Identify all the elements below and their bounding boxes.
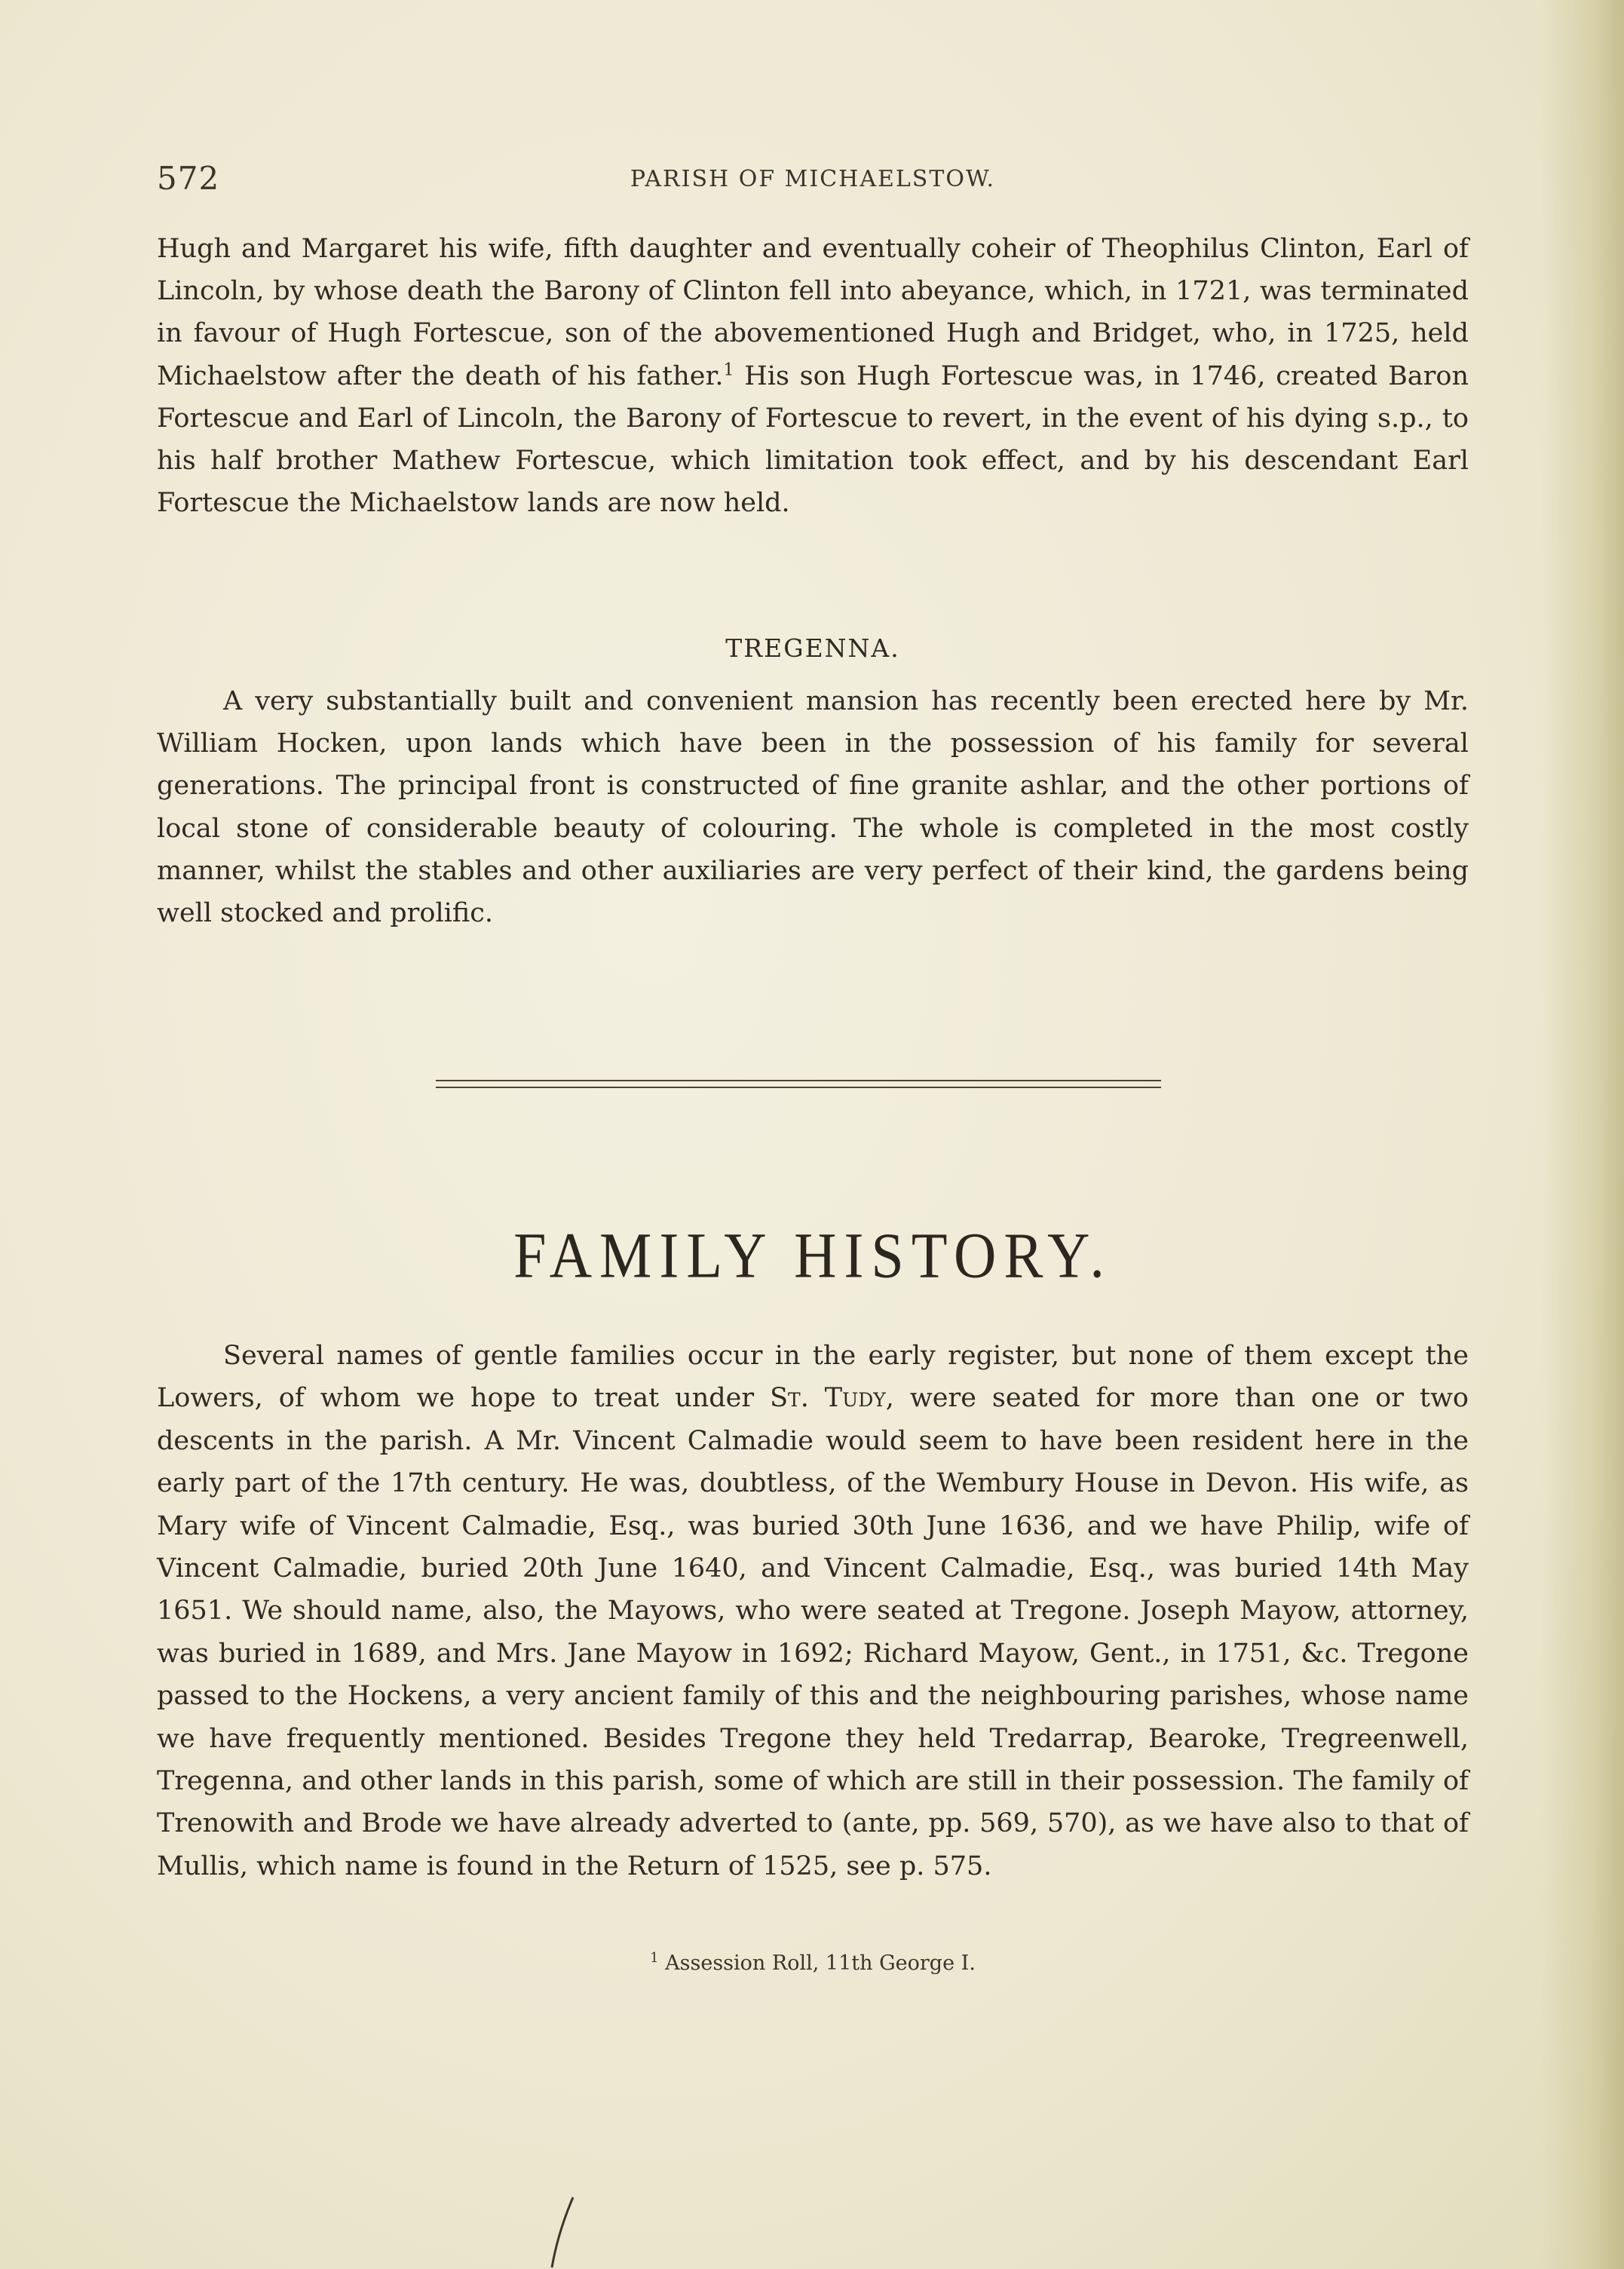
footnote (157, 1952, 1469, 1975)
paragraph-text-part-1: Hugh and Margaret his wife, fifth daughter and eventually coheir of Theophilus Clinton, Earl of Lincoln, by whose death the Barony of Clinton fell into abeyance, which, in 1721, was terminated in favour of Hugh Fortescue, son of the abovementioned Hugh and Bridget, who, in 1725, held Michaelstow after the death of his father. (157, 234, 1469, 391)
tregenna-heading: TREGENNA. (725, 633, 900, 663)
footnote-marker: 1 (650, 1950, 659, 1966)
pen-stroke-mark (549, 2196, 579, 2269)
st-tudy-reference: St. Tudy (770, 1383, 886, 1414)
family-history-paragraph (157, 1335, 1469, 1887)
footnote-text: Assession Roll, 11th George I. (665, 1952, 976, 1975)
page-header (157, 160, 1469, 198)
double-rule-divider (436, 1080, 1161, 1088)
paragraph-clinton-fortescue (157, 228, 1469, 524)
family-history-text-part-1: Several names of gentle families occur in the early register, but none of them except the Lowers, of whom we hope to treat under (157, 1341, 1469, 1414)
spine-shadow (1541, 0, 1624, 2269)
page-number: 572 (157, 160, 220, 197)
footnote-reference: 1 (723, 360, 734, 379)
running-title: PARISH OF MICHAELSTOW. (630, 166, 996, 192)
family-history-title: FAMILY HISTORY. (513, 1219, 1112, 1292)
paragraph-text-part-2: His son Hugh Fortescue was, in 1746, created Baron Fortescue and Earl of Lincoln, the Barony of Fortescue to revert, in the event of his dying s.p., to his half brother Mathew Fortescue, which limitation took effect, and by his descendant Earl Fortescue the Michaelstow lands are now held. (157, 360, 1469, 519)
tregenna-paragraph: A very substantially built and convenient mansion has recently been erected here by Mr. William Hocken, upon lands which have been in the possession of his family for several generations. The principal front is constructed of fine granite ashlar, and the other portions of local stone of considerable beauty of colouring. The whole is completed in the most costly manner, whilst the stables and other auxiliaries are very perfect of their kind, the gardens being well stocked and prolific. (157, 686, 1469, 929)
family-history-text-part-2: , were seated for more than one or two descents in the parish. A Mr. Vincent Calmadie would seem to have been resident here in the early part of the 17th century. He was, doubtless, of the Wembury House in Devon. His wife, as Mary wife of Vincent Calmadie, Esq., was buried 30th June 1636, and we have Philip, wife of Vincent Calmadie, buried 20th June 1640, and Vincent Calmadie, Esq., was buried 14th May 1651. We should name, also, the Mayows, who were seated at Tregone. Joseph Mayow, attorney, was buried in 1689, and Mrs. Jane Mayow in 1692; Richard Mayow, Gent., in 1751, &c. Tregone passed to the Hockens, a very ancient family of this and the neighbouring parishes, whose name we have frequently mentioned. Besides Tregone they held Tredarrap, Bearoke, Tregreenwell, Tregenna, and other lands in this parish, some of which are still in their possession. The family of Trenowith and Brode we have already adverted to (ante, pp. 569, 570), as we have also to that of Mullis, which name is found in the Return of 1525, see p. 575. (157, 1383, 1469, 1881)
